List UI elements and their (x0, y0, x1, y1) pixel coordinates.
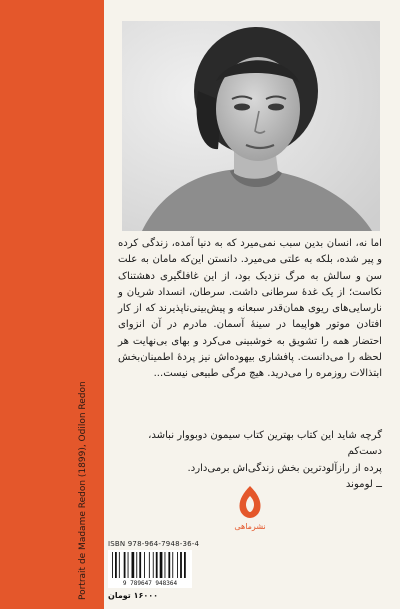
publisher-name: نشرماهی (234, 522, 266, 531)
barcode-bar (136, 552, 137, 578)
barcode-bar (160, 552, 163, 578)
barcode-bar (184, 552, 186, 578)
barcode-bar (124, 552, 126, 578)
publisher-logo-icon (236, 484, 264, 532)
portrait-image (122, 21, 380, 231)
barcode-bar (165, 552, 166, 578)
quote-line-2: پرده از رازآلودترین بخش زندگی‌اش برمی‌دارد. (187, 462, 382, 474)
barcode-bar (139, 552, 141, 578)
barcode-digits: 9 789647 948364 (108, 580, 192, 587)
barcode-bar (115, 552, 117, 578)
quote-attribution: ــ لوموند (345, 478, 382, 490)
back-cover-blurb (118, 236, 382, 383)
barcode-bar (156, 552, 158, 578)
price-label: ۱۶۰۰۰ تومان (108, 591, 159, 600)
blurb-text: اما نه، انسان بدین سبب نمی‌میرد که به دنیا آمده، زندگی کرده و پیر شده، بلکه به علتی می‌میرد. دانستن این‌که مامان به علت سن و سالش به مرگ نزدیک بود، از این غافلگیری دهشتناک نکاست؛ از یک غدهٔ سرطانی داشت. سرطان، انسداد شریان و نارسایی‌های ریوی همان‌قدر سبعانه و پیش‌بینی‌ناپذیرند که از کار افتادن موتور هواپیما در سینهٔ آسمان. مادرم در آن انزوای احتضار همه را تشویق به خوشبینی می‌کرد و بهای بی‌نهایت هر لحظه را می‌دانست. پافشاری بیهوده‌اش نیز پردهٔ اطمینان‌بخش ابتذالات روزمره را می‌درید. هیچ مرگی طبیعی نیست... (118, 238, 382, 380)
isbn-text: ISBN 978-964-7948-36-4 (108, 540, 200, 548)
barcode-bar (180, 552, 182, 578)
barcode-bar (112, 552, 113, 578)
barcode-bar (172, 552, 173, 578)
barcode-bar (153, 552, 154, 578)
barcode-bar (168, 552, 170, 578)
orange-side-band (0, 0, 104, 609)
barcode-bars (108, 550, 192, 580)
barcode-bar (144, 552, 145, 578)
author-portrait-photo (122, 21, 380, 231)
barcode-bar (132, 552, 135, 578)
barcode-bar (119, 552, 120, 578)
painting-credit: Portrait de Madame Redon (1899), Odilon Redon (78, 381, 88, 600)
quote-line-1: گرچه شاید این کتاب بهترین کتاب سیمون دوبووار نباشد، دست‌کم (148, 430, 382, 458)
barcode-bar (128, 552, 129, 578)
barcode-bar (177, 552, 178, 578)
barcode-bar (149, 552, 150, 578)
